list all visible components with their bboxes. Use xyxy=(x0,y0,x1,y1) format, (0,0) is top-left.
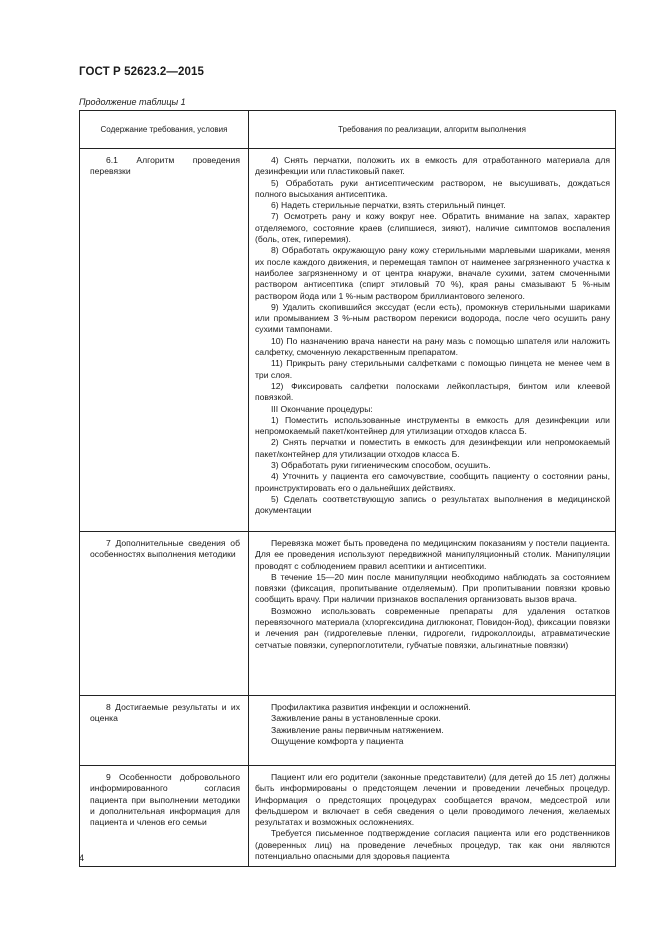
requirement-item: 8) Обработать окружающую рану кожу стерильными марлевыми шариками, меняя их после каждого движения, и перемещая тампон от наименее загрязненного участка к наиболее загрязненному и от центра кнаружи, вначале сухими, затем смоченными раствором антисептика (спирт этиловый 70 %), края раны смазывают 5 %-ным раствором йода или 1 %-ным раствором бриллиантового зеленого. xyxy=(255,245,610,301)
document-title: ГОСТ Р 52623.2—2015 xyxy=(79,66,204,78)
row-requirements-cell xyxy=(249,532,616,696)
requirement-item: 10) По назначению врача нанести на рану мазь с помощью шпателя или наложить салфетку, смоченную лекарственным препаратом. xyxy=(255,335,610,358)
requirement-item: 5) Обработать руки антисептическим раствором, не высушивать, дождаться полного высыхания антисептика. xyxy=(255,177,610,199)
table-row xyxy=(80,696,616,766)
requirement-item: Пациент или его родители (законные представители) (для детей до 15 лет) должны быть информированы о предстоящем лечении и проведении лечебных процедур. Информация о предстоящих процедурах сообщается врачом, медсестрой или фельдшером и включает в себя сведения о цели проводимого лечения, желаемых результатах и возможных осложнениях. xyxy=(255,772,610,828)
column-header-conditions: Содержание требования, условия xyxy=(80,111,249,149)
row-condition-cell xyxy=(80,766,249,867)
requirement-item: 4) Снять перчатки, положить их в емкость для отработанного материала для дезинфекции или пластиковый пакет. xyxy=(255,155,610,177)
table-row xyxy=(80,766,616,867)
requirement-item: Возможно использовать современные препараты для удаления остатков перевязочного материала (хлоргексидина диглюконат, Повидон-йод), фиксации повязки и лечения ран (гидрогелевые пленки, гидрогели, гидроколлоиды, атравматические сетчатые повязки, суперпоглотители, губчатые повязки, альгинатные повязки) xyxy=(255,605,610,650)
row-condition-text: 9 Особенности добровольного информированного согласия пациента при выполнении методики и дополнительная информация для пациента и членов его семьи xyxy=(90,772,240,828)
requirement-item: 3) Обработать руки гигиеническим способом, осушить. xyxy=(271,460,491,471)
requirement-item: 12) Фиксировать салфетки полосками лейкопластыря, бинтом или клеевой повязкой. xyxy=(255,380,610,403)
requirement-item: 7) Осмотреть рану и кожу вокруг нее. Обратить внимание на запах, характер отделяемого, состояние краев (слипшиеся, зияют), наличие симптомов воспаления (боль, отек, гиперемия). xyxy=(255,211,610,245)
row-requirements-cell xyxy=(249,696,616,766)
requirement-item: 9) Удалить скопившийся экссудат (если есть), промокнув стерильными шариками или промыванием 3 %-ным раствором перекиси водорода, после чего осушить рану сухими тампонами. xyxy=(255,301,610,335)
row-requirements-cell xyxy=(249,766,616,867)
column-header-requirements: Требования по реализации, алгоритм выполнения xyxy=(249,111,616,149)
requirement-item: 11) Прикрыть рану стерильными салфетками с помощью пинцета не менее чем в три слоя. xyxy=(255,358,610,380)
requirement-item: Профилактика развития инфекции и осложнений. xyxy=(271,702,471,712)
requirement-item: Заживление раны первичным натяжением. xyxy=(271,724,444,735)
requirement-item: 5) Сделать соответствующую запись о результатах выполнения в медицинской документации xyxy=(255,493,610,516)
row-condition-cell xyxy=(80,532,249,696)
row-condition-cell xyxy=(80,696,249,766)
page-number: 4 xyxy=(79,853,85,863)
requirement-item: 2) Снять перчатки и поместить в емкость для дезинфекции или непромокаемый пакет/контейнер для утилизации отходов класса Б. xyxy=(255,437,610,459)
requirement-item: 6) Надеть стерильные перчатки, взять стерильный пинцет. xyxy=(271,200,506,211)
row-requirements-cell xyxy=(249,149,616,532)
row-condition-text: 6.1 Алгоритм проведения перевязки xyxy=(90,155,240,177)
requirement-item: 4) Уточнить у пациента его самочувствие, сообщить пациенту о состоянии раны, проинструктировать его о дальнейших действиях. xyxy=(255,471,610,493)
requirement-item: Перевязка может быть проведена по медицинским показаниям у постели пациента. Для ее проведения используют передвижной манипуляционный столик. Манипуляции проводят с соблюдением правил асептики и антисептики. xyxy=(255,538,610,571)
table-row xyxy=(80,149,616,532)
requirements-table xyxy=(79,110,616,867)
table-continuation-label: Продолжение таблицы 1 xyxy=(79,97,186,107)
requirement-section-heading: III Окончание процедуры: xyxy=(271,403,373,414)
row-condition-text: 8 Достигаемые результаты и их оценка xyxy=(90,702,240,724)
requirement-item: Ощущение комфорта у пациента xyxy=(271,735,404,746)
requirement-item: В течение 15—20 мин после манипуляции необходимо наблюдать за состоянием повязки (фиксация, пропитывание отделяемым). При пропитывании повязки кровью сообщить врачу. При наличии признаков воспаления организовать вызов врача. xyxy=(255,571,610,605)
table-header-row xyxy=(80,111,616,149)
row-condition-text: 7 Дополнительные сведения об особенностях выполнения методики xyxy=(90,538,240,560)
table-row xyxy=(80,532,616,696)
requirement-item: Требуется письменное подтверждение согласия пациента или его родственников (доверенных лиц) на проведение лечебных процедур, так как они являются потенциально опасными для здоровья пациента xyxy=(255,828,610,862)
requirement-item: 1) Поместить использованные инструменты в емкость для дезинфекции или непромокаемый пакет/контейнер для утилизации отходов класса Б. xyxy=(255,414,610,437)
requirement-item: Заживление раны в установленные сроки. xyxy=(271,713,441,724)
row-condition-cell xyxy=(80,149,249,532)
